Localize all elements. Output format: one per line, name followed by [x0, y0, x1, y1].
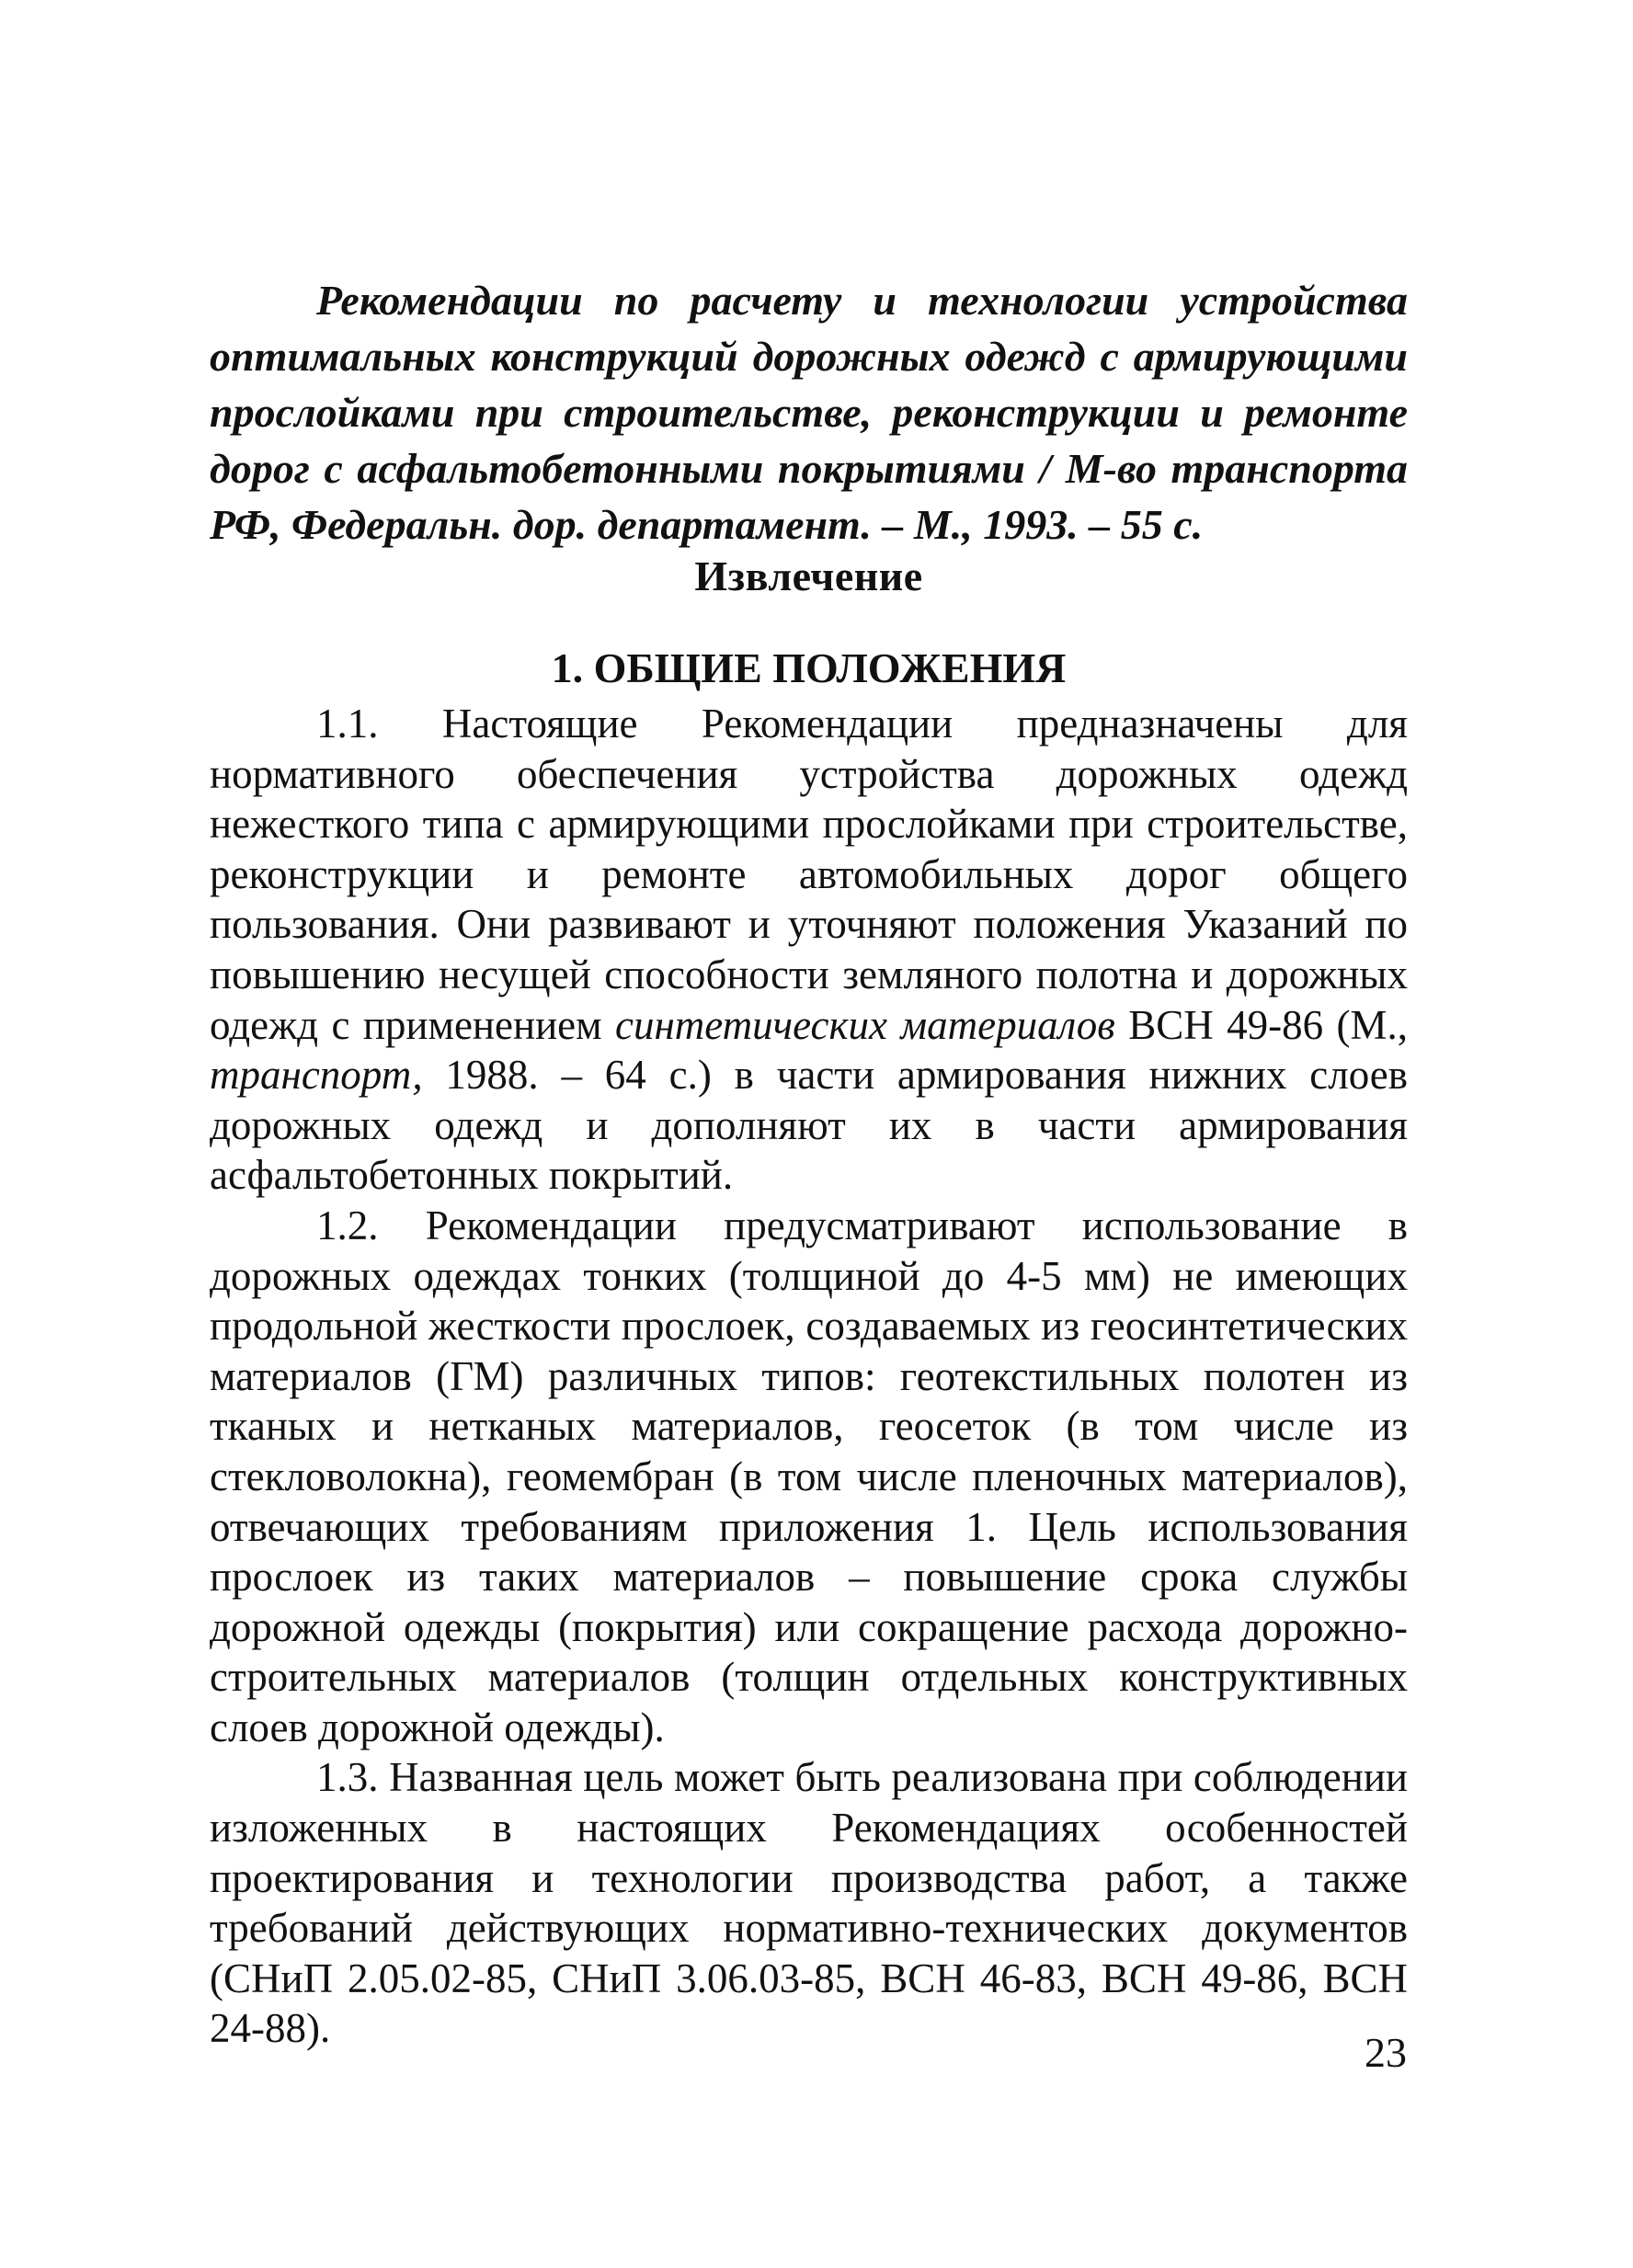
paragraph-1-1: [210, 699, 1408, 1201]
section-heading: 1. ОБЩИЕ ПОЛОЖЕНИЯ: [551, 644, 1067, 691]
paragraph-1-1-text-b: ВСН 49-86 (М.,: [1114, 1001, 1408, 1048]
body-text: [210, 699, 1408, 2054]
bibliographic-citation: Рекомендации по расчету и технологии устройства оптимальных конструкций дорожных одежд с армирующими прослойками при строительстве, реконструкции и ремонте дорог с асфальтобетонными покрытиями / М-во транспорта РФ, Федеральн. дор. департамент. – М., 1993. – 55 с.: [210, 277, 1408, 548]
paragraph-1-1-italic-a: синтетических материалов: [615, 1001, 1115, 1048]
paragraph-1-1-italic-b: транспорт,: [210, 1052, 423, 1099]
paragraph-1-2: 1.2. Рекомендации предусматривают использование в дорожных одеждах тонких (толщиной до 4-5 мм) не имеющих продольной жесткости прослоек, создаваемых из геосинтетических материалов (ГМ) различных типов: геотекстильных полотен из тканых и нетканых материалов, геосеток (в том числе из стекловолокна), геомембран (в том числе пленочных материалов), отвечающих требованиям приложения 1. Цель использования прослоек из таких материалов – повышение срока службы дорожной одежды (покрытия) или сокращение расхода дорожно-строительных материалов (толщин отдельных конструктивных слоев дорожной одежды).: [210, 1202, 1408, 1750]
paragraph-1-1-text-c: 1988. – 64 с.) в части армирования нижних слоев дорожных одежд и дополняют их в части армирования асфальтобетонных покрытий.: [210, 1052, 1408, 1199]
extract-label: Извлечение: [694, 553, 923, 599]
paragraph-1-3: 1.3. Названная цель может быть реализована при соблюдении изложенных в настоящих Рекомендациях особенностей проектирования и технологии производства работ, а также требований действующих нормативно-технических документов (СНиП 2.05.02-85, СНиП 3.06.03-85, ВСН 46-83, ВСН 49-86, ВСН 24-88).: [210, 1754, 1408, 2052]
paragraph-1-1-text-a: 1.1. Настоящие Рекомендации предназначены для нормативного обеспечения устройства дорожных одежд нежесткого типа с армирующими прослойками при строительстве, реконструкции и ремонте автомобильных дорог общего пользования. Они развивают и уточняют положения Указаний по повышению несущей способности земляного полотна и дорожных одежд с применением: [210, 701, 1408, 1048]
page-number: 23: [1365, 2029, 1407, 2076]
